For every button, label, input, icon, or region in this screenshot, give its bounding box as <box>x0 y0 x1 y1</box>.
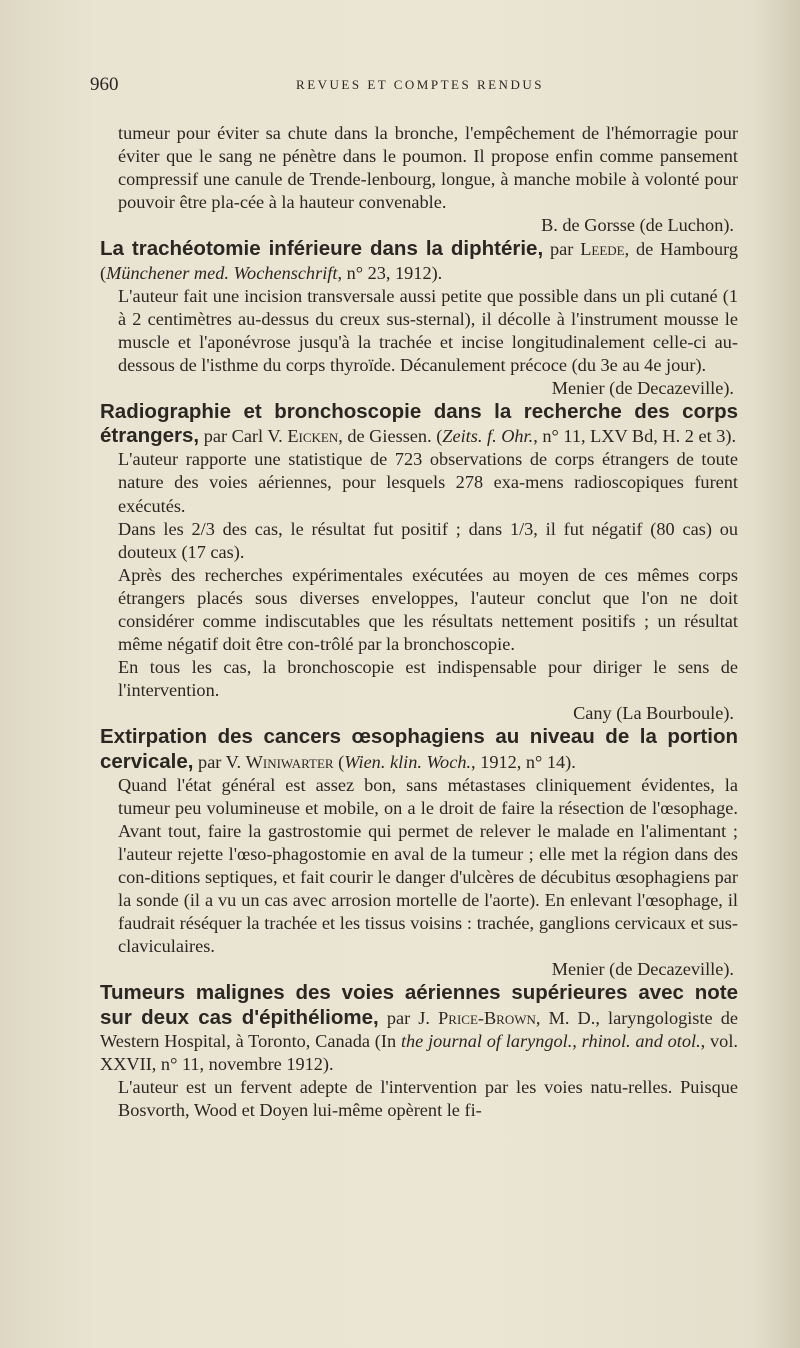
article-title: Tumeurs malignes des voies aériennes supérieures avec note sur deux cas d'épithéliome, <box>100 981 738 1029</box>
article-author: Eicken <box>287 426 339 447</box>
article-by: par <box>543 239 581 260</box>
journal-name: Münchener med. Wochenschrift <box>106 262 338 283</box>
article-reference-end: , n° 23, 1912). <box>337 262 443 283</box>
article-title: La trachéotomie inférieure dans la diphtérie, <box>100 237 544 261</box>
article-paragraph: L'auteur fait une incision transversale aussi petite que possible dans un pli cutané (1 à 2 centimètres au-dessus du creux sus-sternal), il décolle à l'instrument mousse le muscle et l'aponévrose jusqu'à la trachée et incise longitudinalement celle-ci au-dessous de l'isthme du corps thyroïde. Décanulement précoce (du 3e au 4e jour). <box>118 285 738 375</box>
article-entry-heading <box>100 237 738 284</box>
journal-name: Zeits. f. Ohr. <box>442 426 534 447</box>
article-entry-heading <box>100 981 738 1075</box>
running-head: REVUES ET COMPTES RENDUS <box>296 77 544 92</box>
article-paragraph: Quand l'état général est assez bon, sans métastases cliniquement évidentes, la tumeur peu volumineuse et mobile, on a le droit de faire la résection de l'œsophage. Avant tout, faire la gastrostomie qui permet de relever le malade en l'alimentant ; l'auteur rejette l'œso-phagostomie en aval de la tumeur ; elle met la région dans des con-ditions septiques, et fait courir le danger d'ulcères de décubitus œsophagiens par la sonde (il a vu un cas avec arrosion mortelle de l'aorte). En enlevant l'œsophage, il faudrait réséquer la trachée et les tissus voisins : trachée, ganglions cervicaux et sus-claviculaires. <box>118 774 738 957</box>
article-reference: , M. D., laryngologiste de Western Hospital, à Toronto, Canada (In <box>100 1007 738 1051</box>
article-paragraph: L'auteur est un fervent adepte de l'intervention par les voies natu-relles. Puisque Bosvorth, Wood et Doyen lui-même opèrent le fi- <box>118 1076 738 1120</box>
signature <box>118 214 738 237</box>
article-by: par J. <box>378 1007 439 1028</box>
article-reference: , de Giessen. ( <box>338 426 443 447</box>
signature-text: B. de Gorsse (de Luchon). <box>541 215 734 236</box>
article-paragraph: Après des recherches expérimentales exécutées au moyen de ces mêmes corps étrangers placés sous diverses enveloppes, l'auteur conclut que l'on ne doit considérer comme indiscutables que les résultats nettement positifs ; un résultat même négatif doit être con-trôlé par la bronchoscopie. <box>118 564 738 655</box>
article-author: Leede <box>580 239 625 260</box>
signature: Menier (de Decazeville). <box>551 959 734 980</box>
article-paragraph: En tous les cas, la bronchoscopie est indispensable pour diriger le sens de l'intervention. <box>118 657 738 701</box>
article-reference-end: , n° 11, LXV Bd, H. 2 et 3). <box>533 426 737 447</box>
journal-name: Wien. klin. Woch. <box>344 751 472 772</box>
page-number: 960 <box>90 74 119 95</box>
article-title: Radiographie et bronchoscopie dans la recherche des corps étrangers, <box>100 400 738 448</box>
signature: Cany (La Bourboule). <box>573 703 734 724</box>
journal-name: the journal of laryngol., rhinol. and otol. <box>400 1030 701 1051</box>
article-entry-heading <box>100 725 738 773</box>
article-paragraph: Dans les 2/3 des cas, le résultat fut positif ; dans 1/3, il fut négatif (80 cas) ou douteux (17 cas). <box>118 518 738 562</box>
article-by: par Carl V. <box>199 426 288 447</box>
article-reference: , de Hambourg ( <box>100 239 738 283</box>
signature: Menier (de Decazeville). <box>551 378 734 399</box>
article-title: Extirpation des cancers œsophagiens au niveau de la portion cervicale, <box>100 725 738 773</box>
article-paragraph: L'auteur rapporte une statistique de 723 observations de corps étrangers de toute nature des voies aériennes, pour lesquels 278 exa-mens radioscopiques furent exécutés. <box>118 449 738 516</box>
article-author: Winiwarter <box>245 751 334 772</box>
article-author: Price-Brown <box>438 1007 536 1028</box>
article-reference: ( <box>333 751 345 772</box>
page-body <box>100 122 738 1122</box>
article-by: par V. <box>193 751 246 772</box>
article-reference-end: , 1912, n° 14). <box>471 751 576 772</box>
continuation-paragraph: tumeur pour éviter sa chute dans la bronche, l'empêchement de l'hémorragie pour éviter que le sang ne pénètre dans le poumon. Il propose enfin comme pansement compressif une canule de Trende-lenbourg, longue, à manche mobile à volonté pour pouvoir être pla-cée à la hauteur convenable. <box>118 123 738 213</box>
article-reference-end: , vol. XXVII, n° 11, novembre 1912). <box>100 1030 738 1074</box>
page-header <box>90 74 750 98</box>
article-entry-heading <box>100 400 738 448</box>
